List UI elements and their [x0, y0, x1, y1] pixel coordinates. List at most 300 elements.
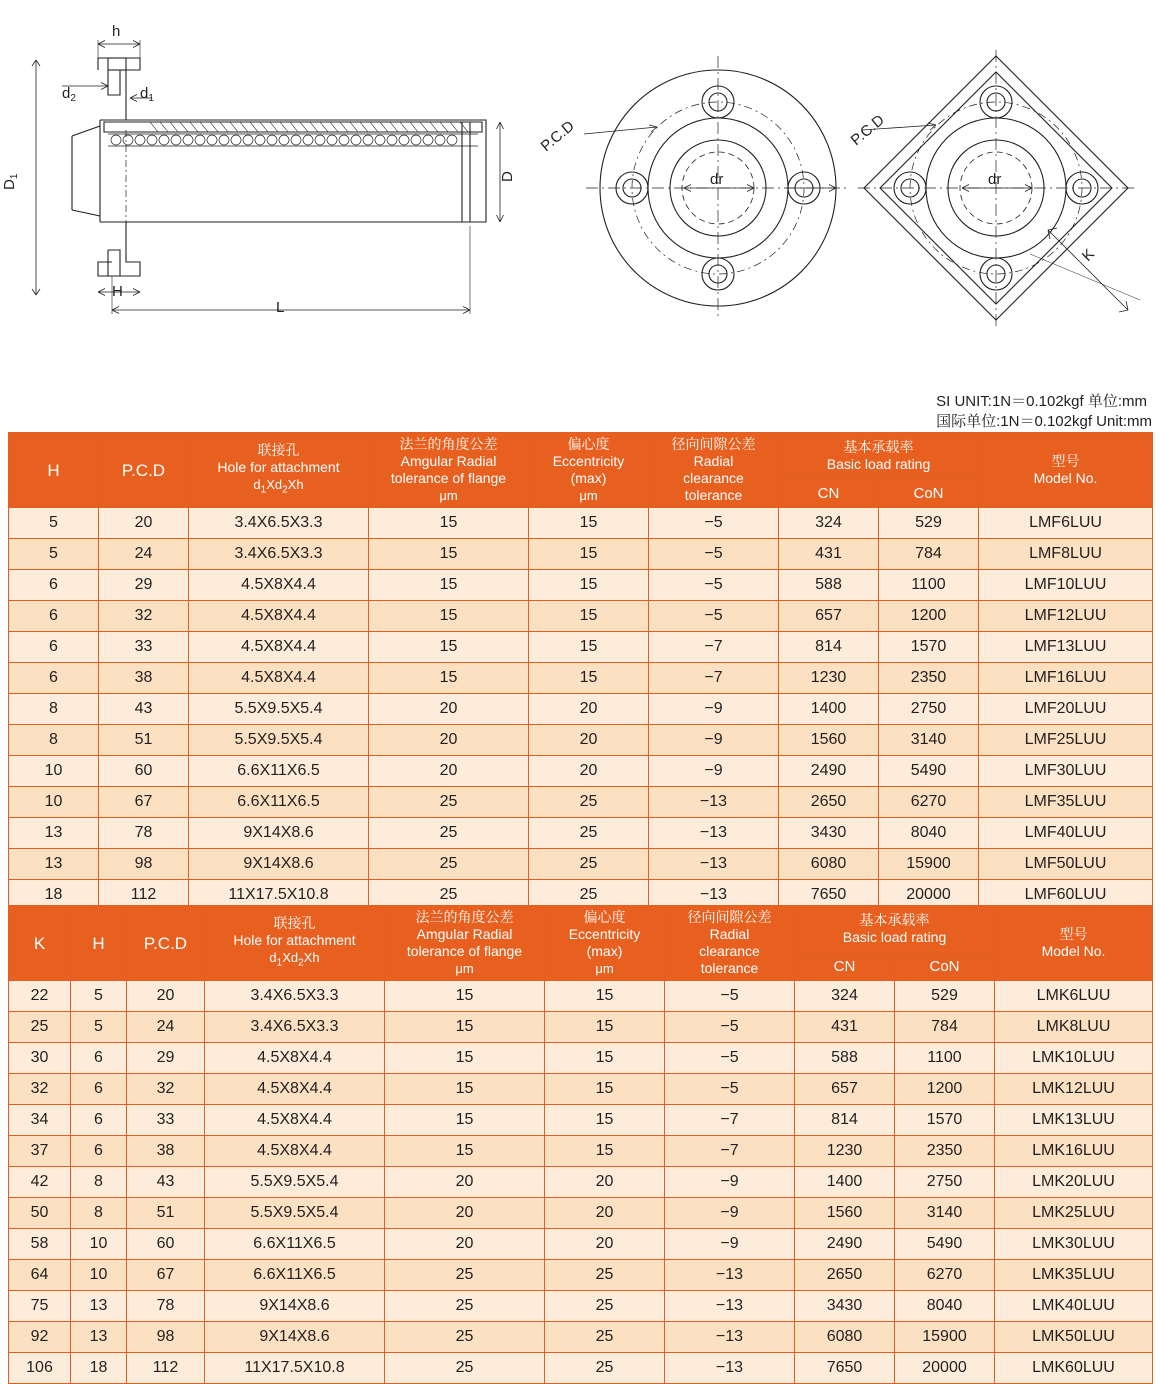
cell-angular: 15 [385, 981, 545, 1012]
cell-angular: 20 [385, 1167, 545, 1198]
cell-radial: −7 [665, 1105, 795, 1136]
cell-h: 6 [71, 1105, 127, 1136]
table-row [9, 1322, 1153, 1353]
cell-h: 6 [71, 1136, 127, 1167]
header-ecc-en2: (max) [586, 943, 623, 959]
cell-h: 5 [71, 1012, 127, 1043]
cell-pcd: 20 [99, 508, 189, 539]
cell-pcd: 29 [127, 1043, 205, 1074]
cell-cn: 431 [795, 1012, 895, 1043]
table-row [9, 508, 1153, 539]
cell-hole: 9X14X8.6 [205, 1322, 385, 1353]
cell-angular: 15 [369, 539, 529, 570]
cell-ecc: 15 [529, 663, 649, 694]
cell-h: 18 [71, 1353, 127, 1384]
header-angular [369, 433, 529, 508]
header-model-cn: 型号 [1051, 453, 1080, 469]
table-lmf-body [9, 508, 1153, 911]
unit-note-cn: 国际单位:1N＝0.102kgf Unit:mm [936, 413, 1152, 430]
header-angular [385, 906, 545, 981]
cell-model: LMF10LUU [979, 570, 1153, 601]
cell-model: LMK8LUU [995, 1012, 1153, 1043]
header-hole-en: Hole for attachment [233, 931, 356, 948]
header-angular-en: Amgular Radial [400, 453, 497, 469]
header-radial-cn: 径向间隙公差 [687, 909, 772, 925]
cell-cn: 2490 [779, 756, 879, 787]
cell-k: 75 [9, 1291, 71, 1322]
header-angular-en2: tolerance of flange [390, 470, 507, 486]
cell-model: LMK20LUU [995, 1167, 1153, 1198]
table-row [9, 1074, 1153, 1105]
cell-model: LMK25LUU [995, 1198, 1153, 1229]
cell-h: 8 [9, 725, 99, 756]
cell-con: 5490 [895, 1229, 995, 1260]
header-angular-en: Amgular Radial [416, 926, 513, 942]
cell-cn: 324 [795, 981, 895, 1012]
header-hole-en: Hole for attachment [217, 458, 340, 475]
table-row [9, 787, 1153, 818]
cell-angular: 15 [369, 570, 529, 601]
cell-pcd: 43 [127, 1167, 205, 1198]
cell-con: 784 [895, 1012, 995, 1043]
cell-ecc: 15 [545, 1105, 665, 1136]
cell-h: 8 [71, 1198, 127, 1229]
cell-radial: −5 [649, 570, 779, 601]
cell-radial: −9 [665, 1198, 795, 1229]
cell-hole: 4.5X8X4.4 [189, 601, 369, 632]
cell-con: 1570 [879, 632, 979, 663]
label-K: K [1078, 245, 1098, 265]
cell-con: 3140 [879, 725, 979, 756]
cell-hole: 3.4X6.5X3.3 [189, 539, 369, 570]
cell-con: 6270 [895, 1260, 995, 1291]
header-radial-en2: clearance [699, 943, 760, 959]
cell-pcd: 98 [99, 849, 189, 880]
cell-radial: −13 [649, 818, 779, 849]
cell-h: 6 [9, 570, 99, 601]
header-angular-unit: μm [439, 488, 458, 503]
cell-angular: 15 [385, 1043, 545, 1074]
cell-cn: 6080 [779, 849, 879, 880]
cell-h: 6 [71, 1074, 127, 1105]
cell-ecc: 20 [529, 725, 649, 756]
cell-pcd: 67 [127, 1260, 205, 1291]
cell-ecc: 25 [529, 787, 649, 818]
cell-cn: 1400 [779, 694, 879, 725]
cell-cn: 588 [779, 570, 879, 601]
cell-k: 64 [9, 1260, 71, 1291]
cell-radial: −5 [649, 508, 779, 539]
cell-angular: 15 [385, 1012, 545, 1043]
cell-hole: 3.4X6.5X3.3 [205, 981, 385, 1012]
cell-cn: 324 [779, 508, 879, 539]
header-h: H [9, 433, 99, 508]
cell-con: 2350 [895, 1136, 995, 1167]
cell-con: 2750 [879, 694, 979, 725]
cell-radial: −9 [649, 694, 779, 725]
cell-ecc: 15 [545, 981, 665, 1012]
cell-h: 10 [71, 1229, 127, 1260]
cell-model: LMF40LUU [979, 818, 1153, 849]
cell-cn: 3430 [795, 1291, 895, 1322]
header-ecc-unit: μm [595, 961, 614, 976]
cell-model: LMK60LUU [995, 1353, 1153, 1384]
cell-model: LMF50LUU [979, 849, 1153, 880]
table-row [9, 725, 1153, 756]
cell-model: LMF35LUU [979, 787, 1153, 818]
header-eccentricity [529, 433, 649, 508]
label-d2: $d_2$ [62, 85, 76, 104]
cell-k: 22 [9, 981, 71, 1012]
cell-h: 5 [9, 539, 99, 570]
cell-pcd: 38 [127, 1136, 205, 1167]
cell-angular: 20 [385, 1198, 545, 1229]
header-model [979, 433, 1153, 508]
cell-model: LMF20LUU [979, 694, 1153, 725]
cell-cn: 3430 [779, 818, 879, 849]
cell-hole: 3.4X6.5X3.3 [189, 508, 369, 539]
cell-k: 34 [9, 1105, 71, 1136]
cell-ecc: 15 [545, 1136, 665, 1167]
cell-cn: 2650 [795, 1260, 895, 1291]
cell-pcd: 60 [99, 756, 189, 787]
cell-h: 8 [71, 1167, 127, 1198]
cell-radial: −13 [665, 1260, 795, 1291]
cell-model: LMK13LUU [995, 1105, 1153, 1136]
cell-ecc: 20 [529, 694, 649, 725]
cell-pcd: 32 [127, 1074, 205, 1105]
table-header-row [9, 433, 1153, 480]
cell-cn: 1560 [795, 1198, 895, 1229]
label-pcd-square: P.C.D [847, 111, 888, 150]
cell-radial: −13 [649, 787, 779, 818]
cell-radial: −9 [665, 1229, 795, 1260]
header-hole-cn: 联接孔 [257, 441, 300, 458]
cell-angular: 20 [369, 694, 529, 725]
cell-ecc: 20 [545, 1167, 665, 1198]
cell-radial: −7 [665, 1136, 795, 1167]
cell-ecc: 20 [545, 1229, 665, 1260]
cell-h: 10 [9, 787, 99, 818]
cell-radial: −7 [649, 663, 779, 694]
cell-model: LMF16LUU [979, 663, 1153, 694]
cell-radial: −5 [665, 1043, 795, 1074]
cell-h: 10 [9, 756, 99, 787]
cell-pcd: 112 [99, 880, 189, 911]
table-row [9, 1167, 1153, 1198]
cell-ecc: 25 [529, 849, 649, 880]
cell-model: LMK16LUU [995, 1136, 1153, 1167]
header-load-en: Basic load rating [826, 456, 931, 473]
cell-ecc: 15 [529, 601, 649, 632]
cell-h: 18 [9, 880, 99, 911]
header-load [795, 906, 995, 953]
cell-h: 5 [71, 981, 127, 1012]
header-ecc-en: Eccentricity [568, 926, 641, 942]
label-d1: $d_1$ [140, 85, 154, 104]
cell-hole: 6.6X11X6.5 [189, 787, 369, 818]
cell-angular: 15 [369, 632, 529, 663]
cell-hole: 3.4X6.5X3.3 [205, 1012, 385, 1043]
cell-radial: −9 [649, 725, 779, 756]
cell-hole: 4.5X8X4.4 [189, 663, 369, 694]
cell-cn: 814 [779, 632, 879, 663]
cell-ecc: 25 [529, 818, 649, 849]
cell-angular: 15 [369, 601, 529, 632]
cell-model: LMK12LUU [995, 1074, 1153, 1105]
cell-pcd: 60 [127, 1229, 205, 1260]
cell-radial: −5 [665, 981, 795, 1012]
table-lmk [8, 905, 1153, 1384]
cell-con: 20000 [895, 1353, 995, 1384]
cell-angular: 15 [385, 1074, 545, 1105]
cell-hole: 4.5X8X4.4 [205, 1043, 385, 1074]
cell-ecc: 15 [529, 632, 649, 663]
cell-ecc: 15 [529, 539, 649, 570]
cell-ecc: 25 [529, 880, 649, 911]
cell-model: LMK50LUU [995, 1322, 1153, 1353]
cell-k: 37 [9, 1136, 71, 1167]
cell-model: LMK30LUU [995, 1229, 1153, 1260]
cell-k: 50 [9, 1198, 71, 1229]
table-row [9, 849, 1153, 880]
header-load-cn: 基本承载率 [859, 912, 930, 929]
cell-model: LMF6LUU [979, 508, 1153, 539]
cell-angular: 15 [369, 508, 529, 539]
cell-hole: 4.5X8X4.4 [205, 1136, 385, 1167]
cell-ecc: 15 [529, 508, 649, 539]
header-ecc-cn: 偏心度 [583, 909, 626, 925]
header-model-cn: 型号 [1059, 926, 1088, 942]
cell-con: 6270 [879, 787, 979, 818]
cell-cn: 814 [795, 1105, 895, 1136]
cell-model: LMF13LUU [979, 632, 1153, 663]
cell-ecc: 15 [545, 1012, 665, 1043]
cell-con: 5490 [879, 756, 979, 787]
header-ecc-cn: 偏心度 [567, 436, 610, 452]
table-row [9, 1043, 1153, 1074]
cell-hole: 4.5X8X4.4 [189, 632, 369, 663]
cell-k: 92 [9, 1322, 71, 1353]
cell-model: LMK10LUU [995, 1043, 1153, 1074]
table-row [9, 570, 1153, 601]
table-row [9, 601, 1153, 632]
cell-h: 13 [71, 1291, 127, 1322]
label-D: D [499, 171, 516, 182]
cell-con: 8040 [895, 1291, 995, 1322]
cell-con: 20000 [879, 880, 979, 911]
cell-con: 784 [879, 539, 979, 570]
header-con: CoN [895, 953, 995, 981]
cell-cn: 2490 [795, 1229, 895, 1260]
cell-pcd: 33 [99, 632, 189, 663]
table-row [9, 1229, 1153, 1260]
cell-angular: 25 [385, 1260, 545, 1291]
table-row [9, 981, 1153, 1012]
cell-hole: 5.5X9.5X5.4 [189, 725, 369, 756]
header-load-en: Basic load rating [842, 929, 947, 946]
cell-radial: −13 [649, 880, 779, 911]
header-radial-en3: tolerance [700, 960, 759, 976]
cell-pcd: 32 [99, 601, 189, 632]
cell-pcd: 24 [127, 1012, 205, 1043]
header-model-en: Model No. [1033, 470, 1098, 486]
cell-hole: 11X17.5X10.8 [189, 880, 369, 911]
cell-cn: 657 [795, 1074, 895, 1105]
table-header-row [9, 906, 1153, 953]
cell-radial: −5 [665, 1074, 795, 1105]
cell-angular: 25 [385, 1322, 545, 1353]
header-hole [205, 906, 385, 981]
cell-pcd: 43 [99, 694, 189, 725]
header-angular-en2: tolerance of flange [406, 943, 523, 959]
cell-radial: −7 [649, 632, 779, 663]
cell-con: 1100 [879, 570, 979, 601]
header-load-cn: 基本承载率 [843, 439, 914, 456]
cell-model: LMF30LUU [979, 756, 1153, 787]
cell-model: LMK6LUU [995, 981, 1153, 1012]
table-lmk-wrap [8, 905, 1152, 1384]
header-model [995, 906, 1153, 981]
cell-k: 58 [9, 1229, 71, 1260]
header-radial-en2: clearance [683, 470, 744, 486]
cell-radial: −5 [649, 601, 779, 632]
header-cn: CN [779, 480, 879, 508]
cell-model: LMF25LUU [979, 725, 1153, 756]
header-hole-sub: $d_1Xd_2Xh$ [269, 949, 320, 969]
cell-pcd: 29 [99, 570, 189, 601]
table-row [9, 663, 1153, 694]
cell-con: 1200 [879, 601, 979, 632]
cell-hole: 4.5X8X4.4 [189, 570, 369, 601]
cell-ecc: 20 [545, 1198, 665, 1229]
table-lmf [8, 432, 1153, 911]
table-row [9, 1105, 1153, 1136]
cell-h: 6 [9, 663, 99, 694]
cell-hole: 6.6X11X6.5 [189, 756, 369, 787]
cell-model: LMF12LUU [979, 601, 1153, 632]
cell-ecc: 25 [545, 1353, 665, 1384]
cell-pcd: 38 [99, 663, 189, 694]
cell-angular: 20 [385, 1229, 545, 1260]
cell-cn: 1230 [779, 663, 879, 694]
cell-radial: −9 [665, 1167, 795, 1198]
cell-angular: 15 [369, 663, 529, 694]
header-angular-unit: μm [455, 961, 474, 976]
cell-pcd: 20 [127, 981, 205, 1012]
table-row [9, 756, 1153, 787]
cell-h: 13 [9, 818, 99, 849]
label-dr-round: dr [710, 171, 724, 188]
cell-angular: 25 [385, 1291, 545, 1322]
cell-con: 529 [895, 981, 995, 1012]
cell-pcd: 51 [127, 1198, 205, 1229]
cell-h: 8 [9, 694, 99, 725]
cell-k: 32 [9, 1074, 71, 1105]
cell-cn: 1230 [795, 1136, 895, 1167]
table-lmk-body [9, 981, 1153, 1384]
label-L: L [276, 299, 285, 316]
cell-ecc: 15 [545, 1043, 665, 1074]
cell-con: 529 [879, 508, 979, 539]
cell-model: LMK40LUU [995, 1291, 1153, 1322]
cell-h: 6 [9, 632, 99, 663]
header-eccentricity [545, 906, 665, 981]
cell-cn: 7650 [779, 880, 879, 911]
cell-cn: 1560 [779, 725, 879, 756]
label-pcd-round: P.C.D [537, 117, 578, 156]
cell-hole: 5.5X9.5X5.4 [205, 1198, 385, 1229]
cell-angular: 15 [385, 1136, 545, 1167]
cell-radial: −5 [665, 1012, 795, 1043]
unit-notes [936, 392, 1152, 432]
table-row [9, 694, 1153, 725]
header-pcd: P.C.D [99, 433, 189, 508]
cell-hole: 6.6X11X6.5 [205, 1260, 385, 1291]
cell-hole: 5.5X9.5X5.4 [189, 694, 369, 725]
cell-hole: 9X14X8.6 [205, 1291, 385, 1322]
cell-k: 42 [9, 1167, 71, 1198]
cell-pcd: 33 [127, 1105, 205, 1136]
cell-radial: −5 [649, 539, 779, 570]
header-h: H [71, 906, 127, 981]
cell-angular: 15 [385, 1105, 545, 1136]
header-radial-en: Radial [693, 453, 734, 469]
cell-cn: 7650 [795, 1353, 895, 1384]
table-row [9, 818, 1153, 849]
header-angular-cn: 法兰的角度公差 [399, 436, 498, 452]
cell-model: LMF60LUU [979, 880, 1153, 911]
cell-pcd: 98 [127, 1322, 205, 1353]
cell-angular: 25 [369, 818, 529, 849]
cell-angular: 25 [369, 787, 529, 818]
cell-con: 2350 [879, 663, 979, 694]
header-radial-en: Radial [709, 926, 750, 942]
cell-h: 13 [9, 849, 99, 880]
header-ecc-unit: μm [579, 488, 598, 503]
cell-pcd: 78 [127, 1291, 205, 1322]
cell-radial: −13 [665, 1291, 795, 1322]
cell-con: 1200 [895, 1074, 995, 1105]
cell-ecc: 25 [545, 1291, 665, 1322]
cell-ecc: 15 [529, 570, 649, 601]
table-row [9, 1291, 1153, 1322]
cell-con: 15900 [879, 849, 979, 880]
cell-con: 1100 [895, 1043, 995, 1074]
header-radial [665, 906, 795, 981]
cell-ecc: 20 [529, 756, 649, 787]
header-cn: CN [795, 953, 895, 981]
cell-ecc: 25 [545, 1260, 665, 1291]
cell-cn: 6080 [795, 1322, 895, 1353]
header-load [779, 433, 979, 480]
table-row [9, 1198, 1153, 1229]
cell-model: LMF8LUU [979, 539, 1153, 570]
cell-hole: 6.6X11X6.5 [205, 1229, 385, 1260]
cell-k: 30 [9, 1043, 71, 1074]
cell-radial: −13 [649, 849, 779, 880]
cell-cn: 2650 [779, 787, 879, 818]
table-lmf-wrap [8, 432, 1152, 911]
cell-con: 2750 [895, 1167, 995, 1198]
cell-angular: 25 [385, 1353, 545, 1384]
cell-pcd: 67 [99, 787, 189, 818]
cell-radial: −13 [665, 1353, 795, 1384]
cell-cn: 588 [795, 1043, 895, 1074]
header-angular-cn: 法兰的角度公差 [415, 909, 514, 925]
cell-k: 25 [9, 1012, 71, 1043]
cell-radial: −9 [649, 756, 779, 787]
